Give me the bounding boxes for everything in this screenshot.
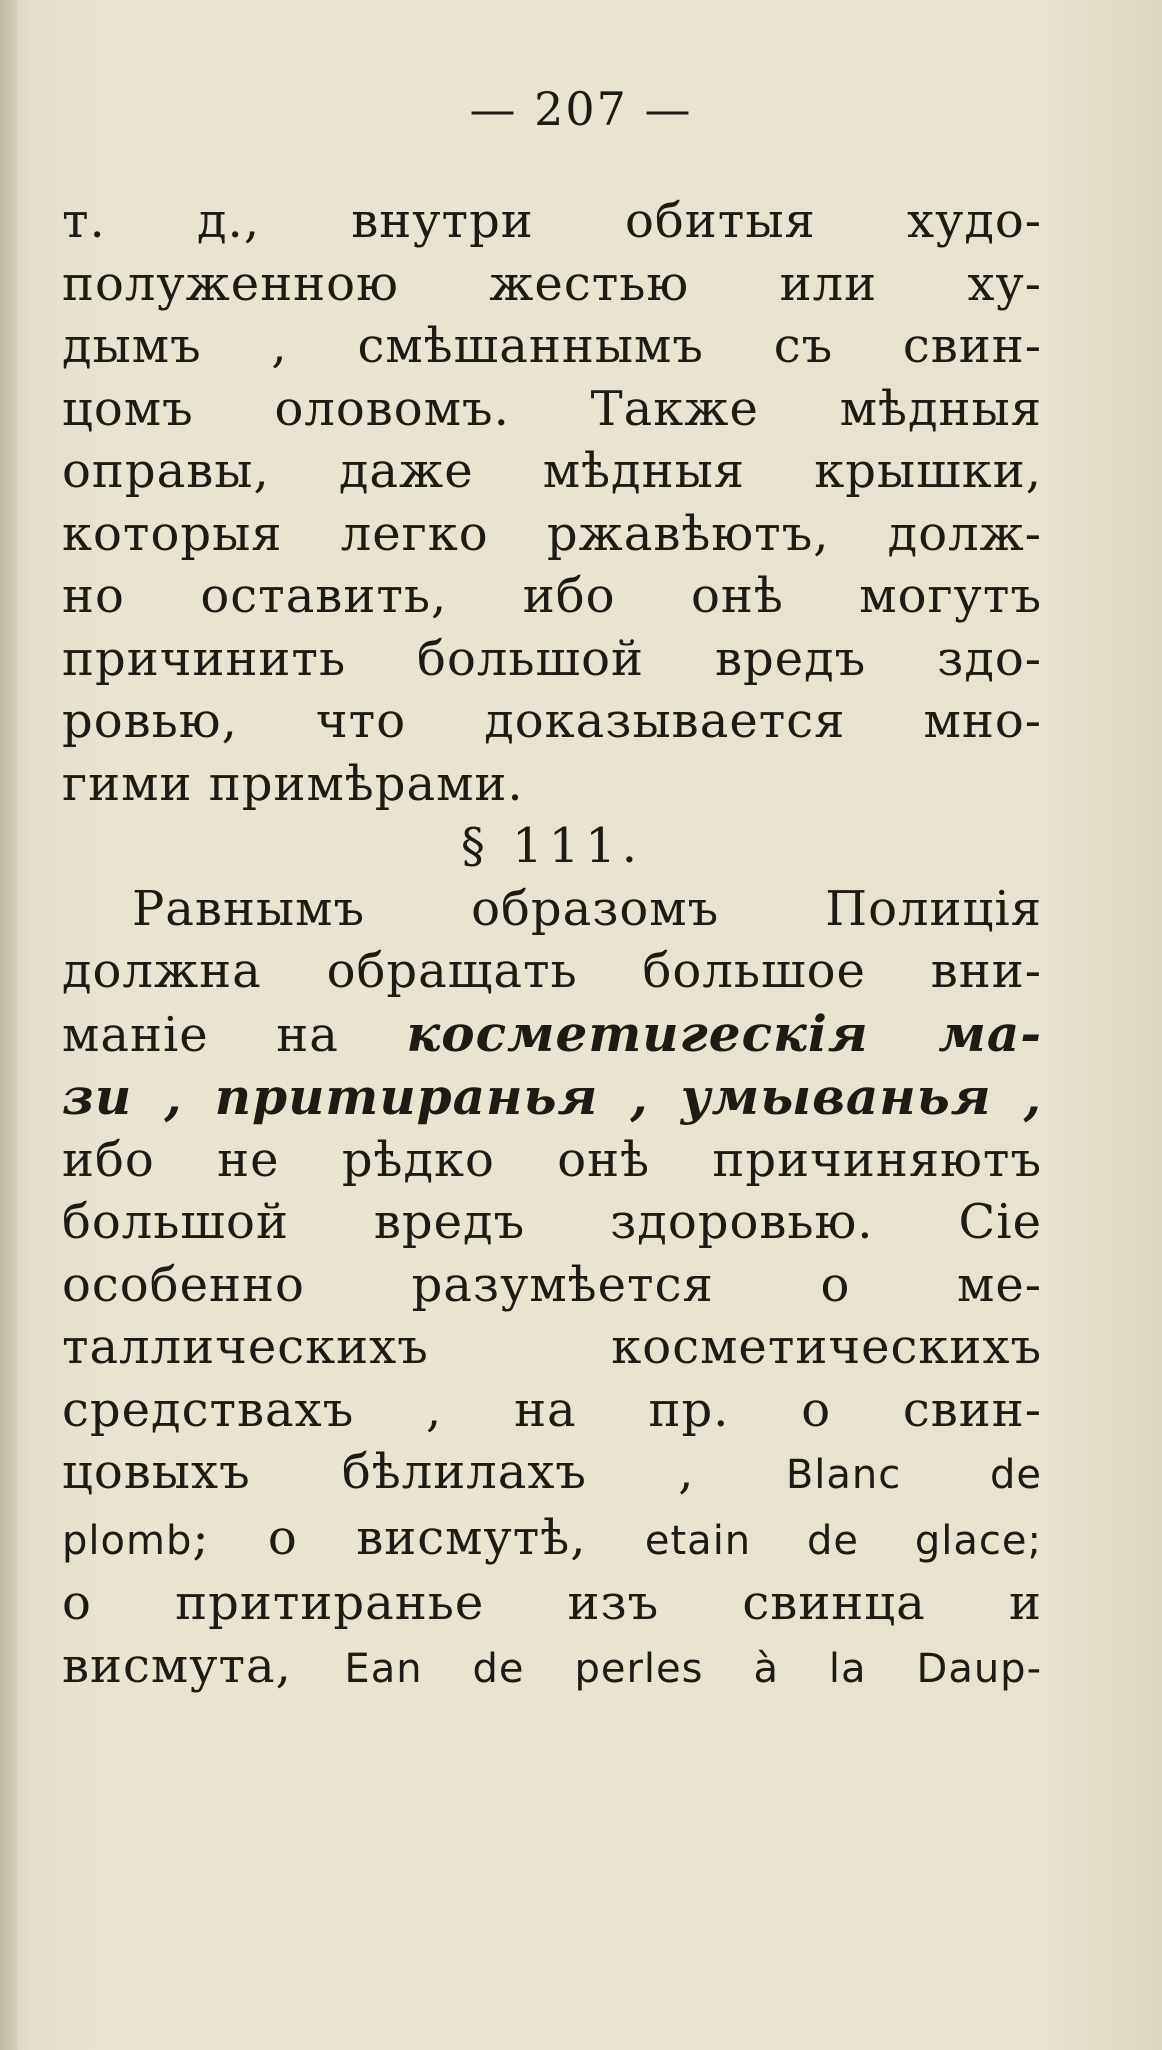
text-latin: etain de glace; bbox=[644, 1517, 1042, 1564]
text-line-7: но оставить, ибо онѣ могутъ bbox=[62, 568, 1042, 624]
text-line-10: гими примѣрами. bbox=[62, 755, 524, 812]
text-latin: plomb bbox=[62, 1517, 193, 1564]
text-line-19: средствахъ , на пр. о свин- bbox=[62, 1381, 1042, 1438]
text-latin: Blanc de bbox=[785, 1452, 1042, 1498]
text-plain: маніе на bbox=[62, 1006, 407, 1063]
text-plain: ; о висмутѣ, bbox=[192, 1509, 645, 1566]
page-edge-shadow bbox=[0, 0, 18, 2050]
text-line-15: ибо не рѣдко онѣ причиняютъ bbox=[62, 1131, 1042, 1188]
text-line-5: оправы, даже мѣдныя крышки, bbox=[62, 443, 1042, 499]
text-line-3: дымъ , смѣшаннымъ съ свин- bbox=[62, 318, 1042, 374]
text-line-23 bbox=[62, 1635, 1042, 1701]
text-line-13 bbox=[62, 1003, 1042, 1067]
text-line-8: причинить большой вредъ здо- bbox=[62, 630, 1042, 687]
text-line-9: ровью, что доказывается мно- bbox=[62, 693, 1042, 749]
text-line-4: цомъ оловомъ. Также мѣдныя bbox=[62, 380, 1042, 437]
text-line-21 bbox=[62, 1507, 1042, 1573]
text-line-22: о притиранье изъ свинца и bbox=[62, 1575, 1042, 1631]
text-line-17: особенно разумѣется о ме- bbox=[62, 1256, 1042, 1313]
page-number-header: — 207 — bbox=[469, 82, 693, 136]
page-body-text bbox=[62, 190, 1042, 1700]
section-heading: § 111. bbox=[460, 818, 644, 874]
text-line-11: Равнымъ образомъ Полиція bbox=[132, 880, 1042, 937]
text-line-20 bbox=[62, 1441, 1042, 1507]
text-plain: висмута, bbox=[62, 1637, 345, 1694]
text-line-14-italic: зи , притиранья , умыванья , bbox=[62, 1067, 1042, 1126]
text-line-6: которыя легко ржавѣютъ, долж- bbox=[62, 505, 1042, 562]
text-line-18: таллическихъ косметическихъ bbox=[62, 1319, 1042, 1375]
text-latin: Ean de perles à la Daup- bbox=[344, 1645, 1043, 1692]
text-line-16: большой вредъ здоровью. Сіе bbox=[62, 1194, 1042, 1250]
text-plain: цовыхъ бѣлилахъ , bbox=[62, 1444, 786, 1500]
text-line-2: полуженною жестью или ху- bbox=[62, 255, 1042, 312]
text-italic-term: косметигескія ма- bbox=[406, 1003, 1043, 1063]
text-line-12: должна обращать большое вни- bbox=[62, 943, 1042, 999]
text-line-1: т. д., внутри обитыя худо- bbox=[62, 193, 1042, 249]
